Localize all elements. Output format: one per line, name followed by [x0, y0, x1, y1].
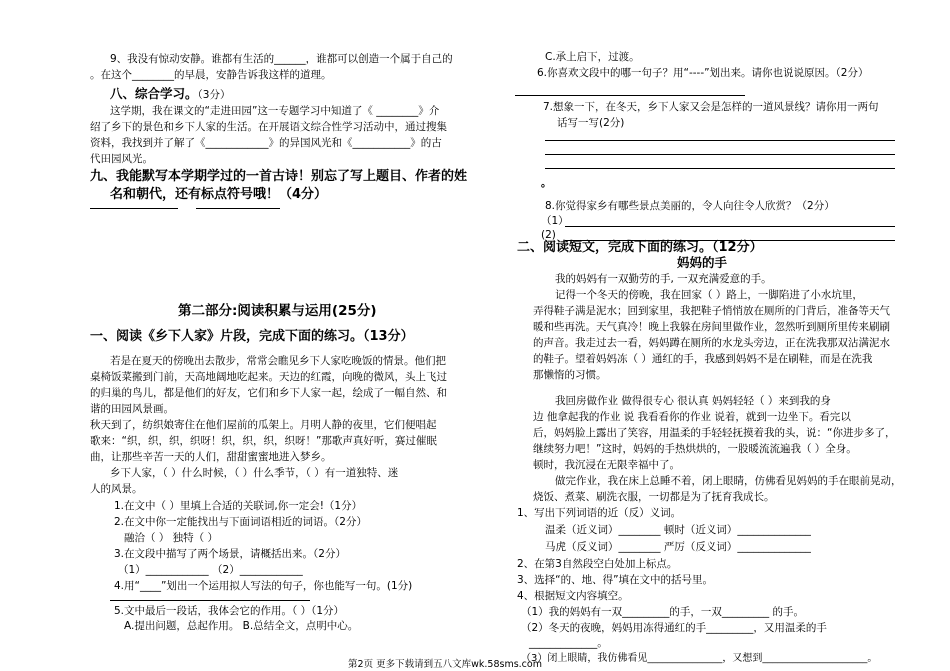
question-5-options: A.提出问题，总起作用。 B.总结全文，点明中心。: [124, 620, 359, 632]
passage-line: 若是在夏天的傍晚出去散步，常常会瞧见乡下人家吃晚饭的情景。他们把: [110, 355, 446, 367]
story-line: 边 他拿起我的作业 说 我看看你的作业 说着，就到一边坐下。看完以: [533, 411, 851, 423]
task-4-item2: （2）冬天的夜晚，妈妈用冻得通红的手_________，又用温柔的手: [521, 622, 827, 634]
passage-line: 曲，让那些辛苦一天的人们，甜甜蜜蜜地进入梦乡。: [90, 451, 332, 463]
section8-line: 这学期，我在课文的“走进田园”这一专题学习中知道了《 ________》介: [110, 105, 440, 117]
story-line: 暖和些再洗。天气真冷！晚上我躲在房间里做作业，忽然听到厕所里传来刷刷: [533, 321, 890, 333]
story-line: 那懒惰的习惯。: [533, 369, 607, 381]
task-1: 1、写出下列词语的近（反）义词。: [517, 507, 682, 519]
answer-line: [515, 95, 745, 96]
task-1-row2: 马虎（反义词）________ 严厉（反义词）______________: [545, 541, 811, 553]
answer-line: [110, 600, 310, 601]
section9-heading-cont: 名和朝代，还有标点符号哦！（4分）: [110, 187, 328, 202]
page-footer: 第2页 更多下载请到五八文库wk.58sms.com: [348, 659, 542, 670]
period-mark: 。: [541, 177, 552, 189]
question-6: 6.你喜欢文段中的哪一句子？用“----”划出来。请你也说说原因。（2分）: [537, 67, 869, 79]
question-7: 7.想象一下，在冬天，乡下人家又会是怎样的一道风景线？请你用一两句: [543, 101, 879, 113]
passage-line: 的归巢的鸟儿，都是他们的好友，它们和乡下人家一起，绘成了一幅自然、和: [90, 387, 447, 399]
section9-heading: 九、我能默写本学期学过的一首古诗！别忘了写上题目、作者的姓: [90, 169, 468, 184]
task-1-row1: 温柔（近义词）________ 顿时（近义词）______________: [545, 524, 811, 536]
section8-line: 资料，我找到并了解了《____________》的异国风光和《___________》的古: [90, 137, 442, 149]
section8-line: 绍了乡下的景色和乡下人家的生活。在开展语文综合性学习活动中，通过搜集: [90, 121, 447, 133]
question-3-blanks: （1）____________ （2）____________: [118, 564, 303, 576]
story-title: 妈妈的手: [677, 255, 728, 270]
answer-line: [196, 208, 280, 209]
question-2: 2.在文中你一定能找出与下面词语相近的词语。（2分）: [114, 516, 367, 528]
task-4-item1: （1）我的妈妈有一双_________的手，一双_________ 的手。: [521, 606, 805, 618]
passage-line: 秋天到了，纺织娘寄住在他们屋前的瓜架上。月明人静的夜里，它们便唱起: [90, 419, 437, 431]
section8-line: 代田园风光。: [90, 153, 153, 165]
reading1-heading: 一、阅读《乡下人家》片段，完成下面的练习。（13分）: [90, 329, 414, 344]
task-2: 2、在第3自然段空白处加上标点。: [517, 558, 678, 570]
question-4: 4.用“____”划出一个运用拟人写法的句子，你也能写一句。(1分): [114, 580, 413, 592]
passage-line: 人的风景。: [90, 483, 143, 495]
passage-line: 谐的田园风景画。: [90, 403, 174, 415]
story-line: 记得一个冬天的傍晚，我在回家（ ）路上，一脚陷进了小水坑里，: [555, 289, 863, 301]
task-4: 4、根据短文内容填空。: [517, 590, 629, 602]
story-line: 弄得鞋子满是泥水；回到家里，我把鞋子悄悄放在厕所的门背后，准备等天气: [533, 305, 890, 317]
question-3: 3.在文段中描写了两个场景，请概括出来。（2分）: [114, 548, 346, 560]
story-line: 我回房做作业 做得很专心 很认真 妈妈轻轻（ ）来到我的身: [555, 395, 831, 407]
option-c: C.承上启下，过渡。: [545, 51, 640, 63]
question-2-words: 融洽（ ） 独特（ ）: [124, 532, 219, 544]
question-7-cont: 话写一写(2分): [557, 117, 625, 129]
question-5: 5.文中最后一段话，我体会它的作用。（ ）（1分）: [114, 605, 345, 617]
task-4-item3: （3）闭上眼睛，我仿佛看见_______________，又想到_____________________。: [521, 653, 878, 664]
story-line: 继续努力吧！”这时，妈妈的手热烘烘的，一股暖流流遍我（ ）全身。: [533, 443, 857, 455]
answer-line: [545, 168, 895, 169]
story-line: 烧饭、煮菜、刷洗衣服，一切都是为了抚育我成长。: [533, 491, 775, 503]
story-line: 顿时，我沉浸在无限幸福中了。: [533, 459, 680, 471]
answer-line: [545, 154, 895, 155]
answer-line: [545, 140, 895, 141]
question-1: 1.在文中（ ）里填上合适的关联词,你一定会!（1分）: [114, 500, 363, 512]
story-line: 做完作业，我在床上总睡不着，闭上眼睛，仿佛看见妈妈的手在眼前晃动，: [555, 475, 902, 487]
task-4-item2-cont: _____________。: [529, 637, 608, 649]
story-line: 我的妈妈有一双勤劳的手, 一双充满爱意的手。: [555, 273, 772, 285]
answer-line: [565, 226, 895, 227]
story-line: 后，妈妈脸上露出了笑容，用温柔的手轻轻抚摸着我的头，说：“你进步多了，: [533, 427, 896, 439]
passage-line: 桌椅饭菜搬到门前，天高地阔地吃起来。天边的红霞，向晚的微风，头上飞过: [90, 371, 447, 383]
question-8-item2: (2): [541, 229, 556, 241]
reading2-heading: 二、阅读短文，完成下面的练习。（12分）: [517, 240, 763, 255]
section8-heading: 八、综合学习。（3分）: [110, 86, 231, 101]
question-8: 8.你觉得家乡有哪些景点美丽的，令人向往令人欣赏？（2分）: [545, 200, 835, 212]
part2-title: 第二部分:阅读积累与运用(25分): [178, 303, 377, 319]
passage-line: 歌来：“织，织，织，织呀！织，织，织，织呀！”那歌声真好听，赛过催眠: [90, 435, 437, 447]
q9-line2: 。在这个________的早晨，安静告诉我这样的道理。: [90, 69, 332, 81]
story-line: 的鞋子。望着妈妈冻（ ）通红的手，我感到妈妈不是在刷鞋，而是在洗我: [533, 353, 873, 365]
story-line: 的声音。我走过去一看，妈妈蹲在厕所的水龙头旁边，正在洗我那双沾满泥水: [533, 337, 890, 349]
passage-line: 乡下人家，（ ）什么时候，（ ）什么季节，（ ）有一道独特、迷: [110, 467, 399, 479]
q9-line1: 9、我没有惊动安静。谁都有生活的______，谁都可以创造一个属于自己的: [110, 53, 453, 65]
task-3: 3、选择“的、地、得”填在文中的括号里。: [517, 574, 714, 586]
question-8-item1: （1）: [541, 215, 569, 227]
answer-line: [90, 208, 178, 209]
